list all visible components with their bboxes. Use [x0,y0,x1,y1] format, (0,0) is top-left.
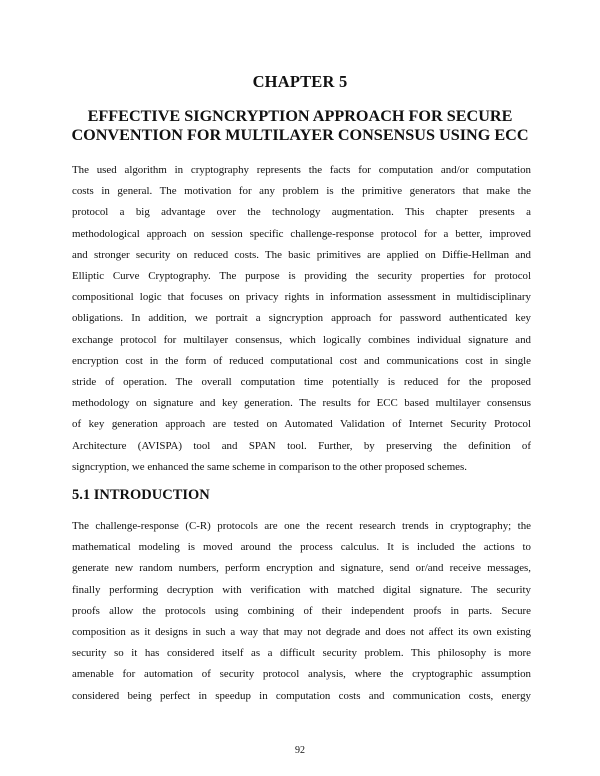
paragraph-line: Elliptic Curve Cryptography. The purpose is providing the security properties for protocol [72,270,531,283]
paragraph-line: encryption cost in the form of reduced computational cost and communications cost in single [72,354,531,367]
page-number: 92 [295,745,305,756]
paragraph-line: methodological approach on session specific challenge-response protocol for a better, improved [72,227,531,240]
paragraph-line: protocol a big advantage over the technology augmentation. This chapter presents a [72,206,531,219]
paragraph-line: finally performing decryption with verification with matched digital signature. The security [72,583,531,596]
paragraph-line: stride of operation. The overall computation time potentially is reduced for the proposed [72,376,531,389]
paragraph-line: costs in general. The motivation for any problem is the primitive generators that make the [72,185,531,198]
paragraph-line: Architecture (AVISPA) tool and SPAN tool. Further, by preserving the definition of [72,439,531,452]
section-heading: 5.1 INTRODUCTION [72,487,210,503]
introduction-paragraph [72,516,531,707]
paragraph-line: and stronger security on reduced costs. The basic primitives are applied on Diffie-Hellman and [72,248,531,261]
paragraph-line: generate new random numbers, perform encryption and signature, send or/and receive messages, [72,562,531,575]
chapter-label: CHAPTER 5 [252,72,348,91]
chapter-title-line: EFFECTIVE SIGNCRYPTION APPROACH FOR SECURE [87,107,513,125]
paragraph-line: proofs allow the protocols using combining of their independent proofs in parts. Secure [72,604,531,617]
paragraph-line: The challenge-response (C-R) protocols are one the recent research trends in cryptography; the [72,520,531,532]
paragraph-line: obligations. In addition, we portrait a signcryption approach for password authenticated key [72,312,531,325]
paragraph-line: signcryption, we enhanced the same scheme in comparison to the other proposed schemes. [72,460,467,473]
paragraph-line: composition as it designs in such a way that may not degrade and does not affect its own existing [72,626,531,639]
paragraph-line: mathematical modeling is moved around the process calculus. It is included the actions to [72,541,531,554]
abstract-paragraph [72,160,531,478]
paragraph-line: considered being perfect in speedup in computation costs and communication costs, energy [72,689,531,702]
chapter-title-line: CONVENTION FOR MULTILAYER CONSENSUS USING ECC [71,126,529,144]
paragraph-line: methodology on signature and key generation. The results for ECC based multilayer consensus [72,397,531,410]
paragraph-line: security so it has considered itself as a difficult security problem. This philosophy is more [72,647,531,660]
paragraph-line: compositional logic that focuses on privacy rights in information assessment in multidisciplinary [72,291,531,304]
paragraph-line: amenable for automation of security protocol analysis, where the cryptographic assumption [72,668,531,681]
paragraph-line: of key generation approach are tested on Automated Validation of Internet Security Protocol [72,418,531,431]
paragraph-line: exchange protocol for multilayer consensus, which logically combines individual signature and [72,333,531,346]
paragraph-line: The used algorithm in cryptography represents the facts for computation and/or computation [72,164,531,176]
chapter-title [40,107,560,145]
